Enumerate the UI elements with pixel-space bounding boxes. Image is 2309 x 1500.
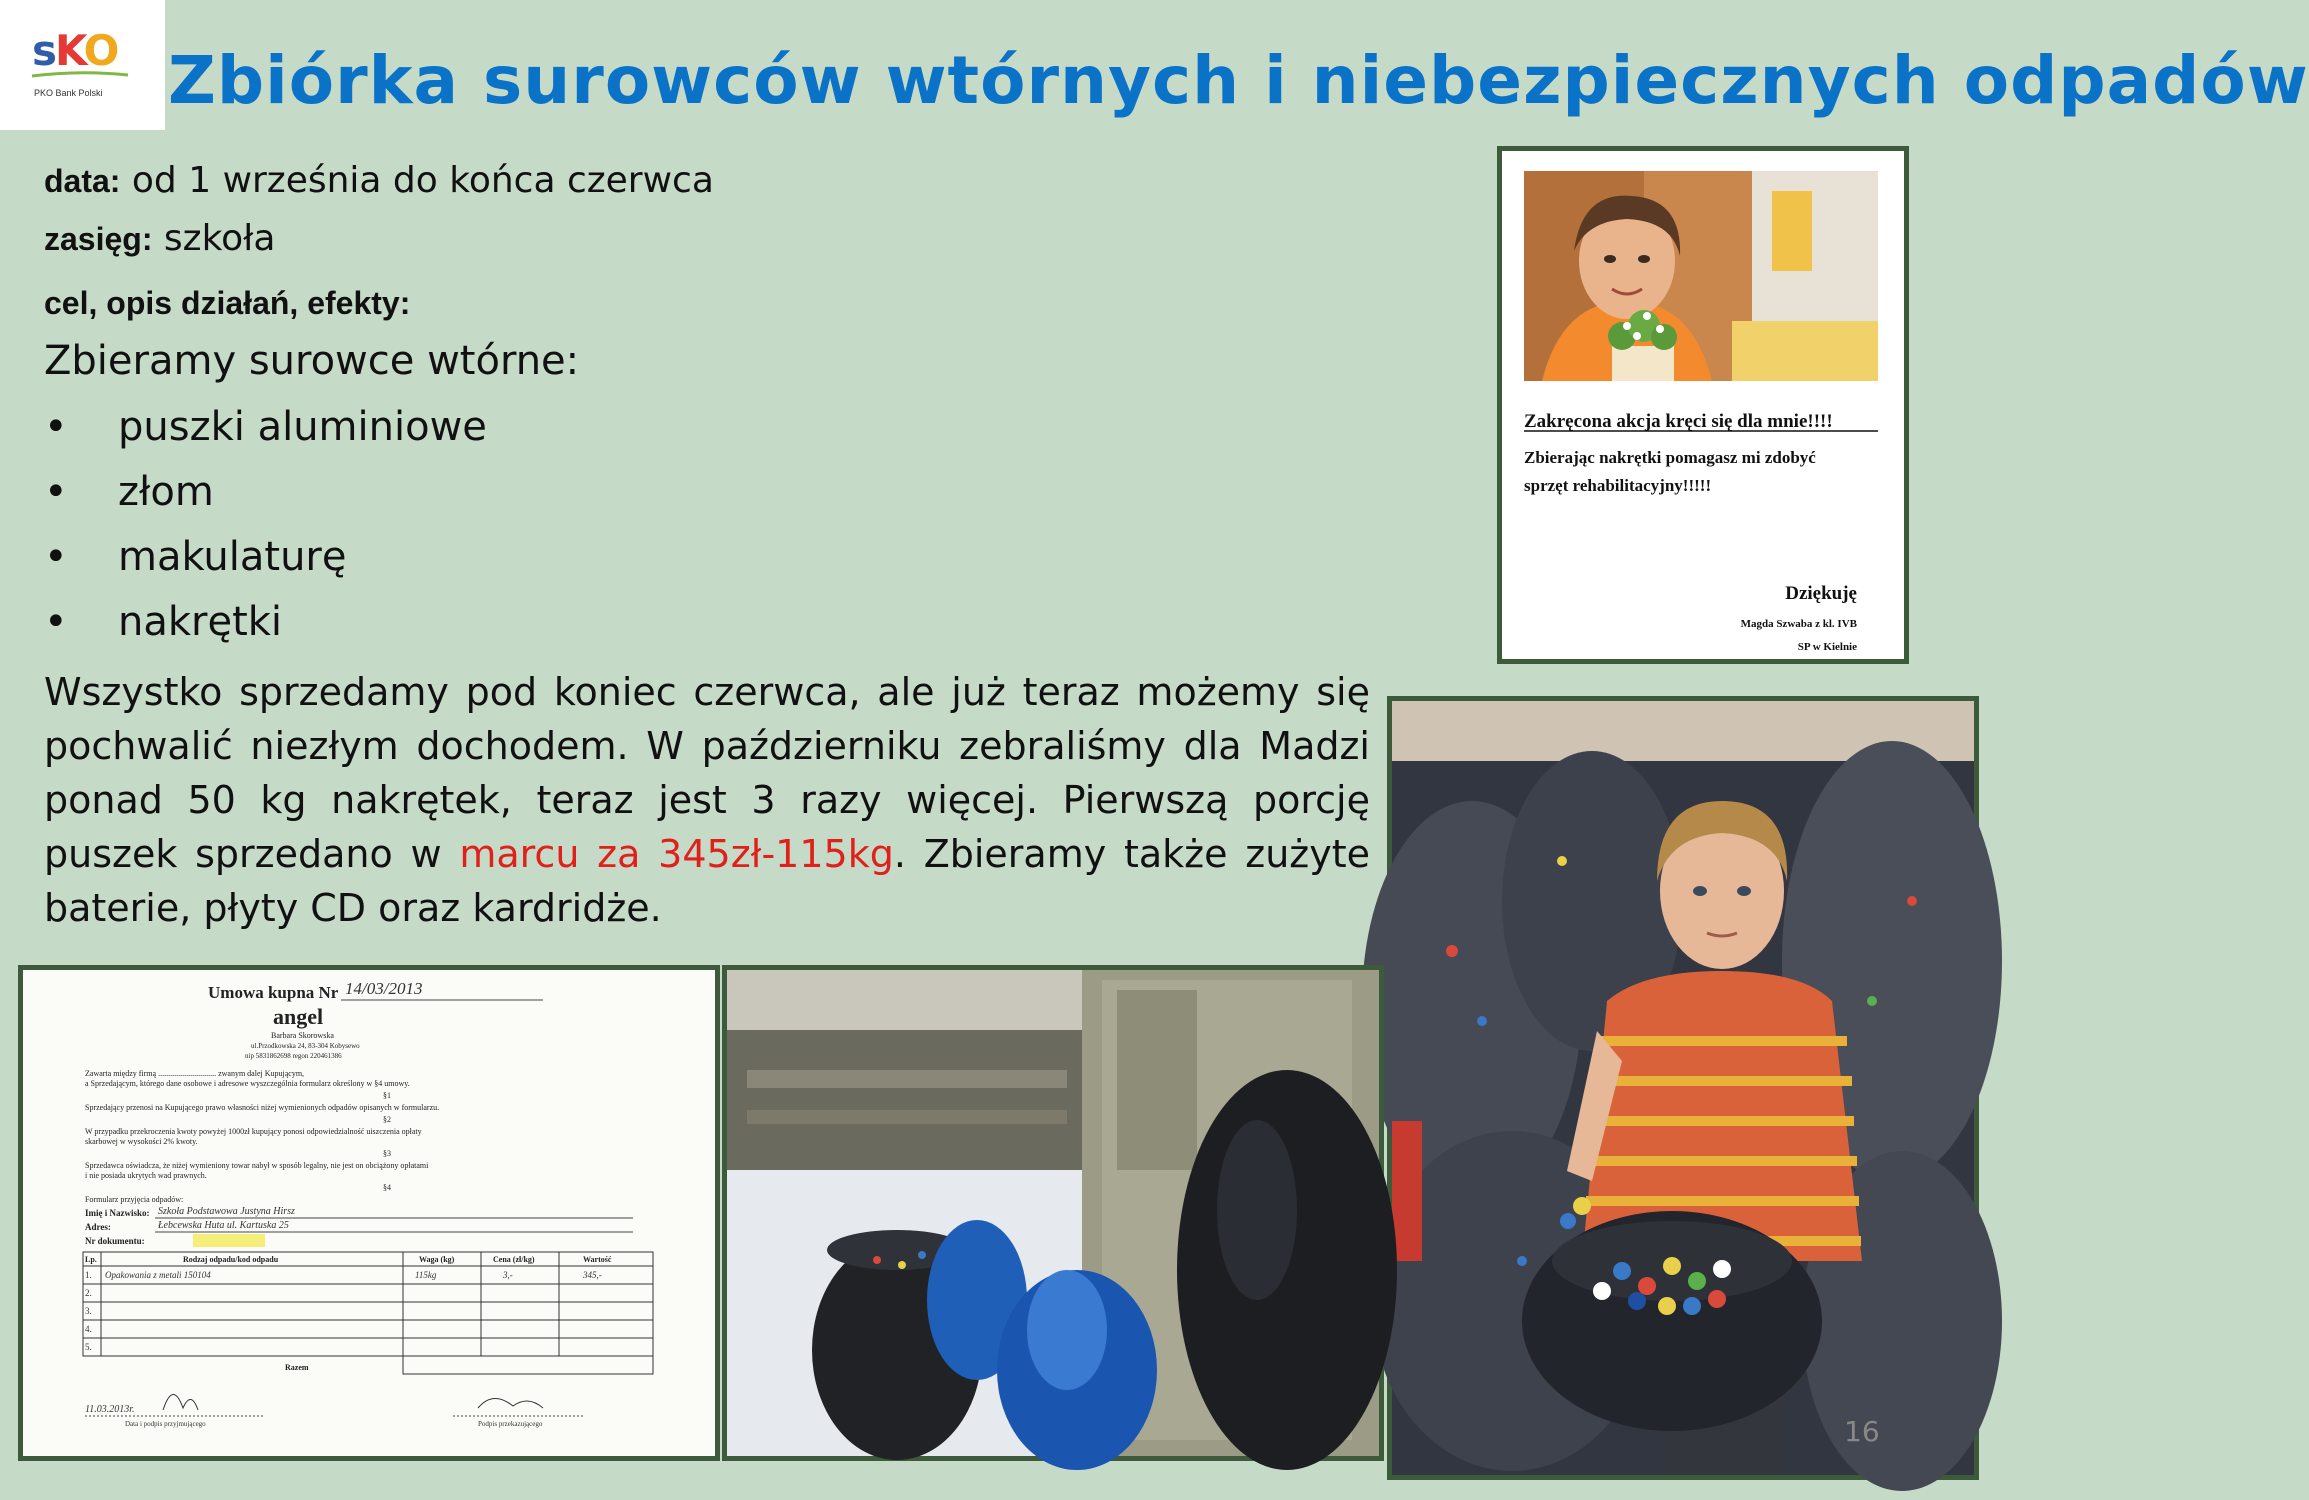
bags-illustration — [727, 970, 1379, 1456]
boy-illustration — [1392, 701, 1974, 1475]
boy-with-caps-photo — [1387, 696, 1979, 1480]
poster-line2: sprzęt rehabilitacyjny!!!!! — [1524, 476, 1712, 495]
svg-text:Adres:: Adres: — [85, 1222, 111, 1232]
info-date-label: data: — [44, 163, 121, 199]
svg-text:§1: §1 — [383, 1091, 391, 1100]
svg-text:3.: 3. — [85, 1306, 92, 1316]
bags-by-truck-photo — [722, 965, 1384, 1461]
svg-text:i nie posiada ukrytych wad pra: i nie posiada ukrytych wad prawnych. — [85, 1171, 207, 1180]
svg-text:Zawarta między firmą .........: Zawarta między firmą ............................. zwanym dalej Kupującym, — [85, 1069, 305, 1078]
svg-text:345,-: 345,- — [583, 1270, 602, 1280]
svg-text:4.: 4. — [85, 1324, 92, 1334]
svg-text:§2: §2 — [383, 1115, 391, 1124]
svg-text:Data i podpis przyjmującego: Data i podpis przyjmującego — [125, 1420, 206, 1428]
poster-illustration — [1502, 151, 1904, 659]
svg-text:14/03/2013: 14/03/2013 — [345, 979, 423, 998]
svg-text:Wartość: Wartość — [583, 1255, 612, 1264]
svg-text:W przypadku przekroczenia kwot: W przypadku przekroczenia kwoty powyżej 1000zł kupujący ponosi odpowiedzialność uiszczenia opłaty — [85, 1127, 422, 1136]
sales-highlight: marcu za 345zł-115kg — [459, 832, 894, 876]
poster-heading: Zakręcona akcja kręci się dla mnie!!!! — [1524, 411, 1833, 432]
svg-text:Umowa kupna Nr: Umowa kupna Nr — [208, 983, 339, 1002]
svg-text:nip 5831862698 regon 220461386: nip 5831862698 regon 220461386 — [245, 1052, 342, 1060]
svg-text:skarbowej w wysokości 2% kwoty: skarbowej w wysokości 2% kwoty. — [85, 1137, 198, 1146]
poster-school: SP w Kielnie — [1797, 641, 1857, 653]
svg-text:3,-: 3,- — [503, 1270, 513, 1280]
poster-signature: Magda Szwaba z kl. IVB — [1740, 618, 1857, 630]
svg-text:Lp.: Lp. — [85, 1255, 97, 1264]
info-scope-label: zasięg: — [44, 221, 153, 257]
svg-text:115kg: 115kg — [415, 1270, 437, 1280]
svg-text:Imię i Nazwisko:: Imię i Nazwisko: — [85, 1208, 150, 1218]
svg-text:1.: 1. — [85, 1270, 92, 1280]
svg-text:Łebcewska Huta ul. Kartuska 25: Łebcewska Huta ul. Kartuska 25 — [158, 1220, 289, 1231]
contract-scan — [23, 970, 715, 1456]
svg-text:Cena (zł/kg): Cena (zł/kg) — [493, 1255, 535, 1264]
info-scope-value: szkoła — [152, 218, 276, 259]
poster-thanks: Dziękuję — [1785, 583, 1857, 604]
svg-text:ul.Przodkowska 24, 83-304 Koby: ul.Przodkowska 24, 83-304 Kobysewo — [251, 1042, 360, 1050]
svg-text:2.: 2. — [85, 1288, 92, 1298]
summary-paragraph: Wszystko sprzedamy pod koniec czerwca, ale już teraz możemy się pochwalić niezłym dochodem. W październiku zebraliśmy dla Madzi ponad 50 kg nakrętek, teraz jest 3 razy więcej. Pierwszą porcję puszek sprzedano w marcu za 345zł-115kg. Zbieramy także zużyte baterie, płyty CD oraz kardridże. — [44, 670, 1370, 930]
svg-text:11.03.2013r.: 11.03.2013r. — [85, 1404, 135, 1415]
poster-line1: Zbierając nakrętki pomagasz mi zdobyć — [1524, 448, 1816, 467]
svg-text:a Sprzedającym, którego dane o: a Sprzedającym, którego dane osobowe i adresowe wyszczególnia formularz określony w §4 umowy. — [85, 1079, 410, 1088]
svg-text:Razem: Razem — [285, 1363, 309, 1372]
svg-text:Nr dokumentu:: Nr dokumentu: — [85, 1236, 145, 1246]
svg-text:§3: §3 — [383, 1149, 391, 1158]
page-number: 16 — [1844, 1415, 1880, 1448]
svg-text:5.: 5. — [85, 1342, 92, 1352]
svg-text:Waga (kg): Waga (kg) — [419, 1255, 455, 1264]
svg-text:angel: angel — [273, 1004, 324, 1029]
poster-photo — [1497, 146, 1909, 664]
info-scope — [44, 218, 275, 259]
info-goal-label: cel, opis działań, efekty: — [44, 285, 411, 321]
svg-text:Sprzedający przenosi na Kupują: Sprzedający przenosi na Kupującego prawo własności niżej wymienionych odpadów opisanych w formularzu. — [85, 1103, 440, 1112]
svg-text:Rodzaj odpadu/kod odpadu: Rodzaj odpadu/kod odpadu — [183, 1255, 279, 1264]
svg-text:Formularz przyjęcia odpadów:: Formularz przyjęcia odpadów: — [85, 1195, 184, 1204]
info-goal — [44, 282, 410, 323]
logo-bank-name: PKO Bank Polski — [34, 88, 103, 98]
info-date-value: od 1 września do końca czerwca — [120, 160, 714, 201]
logo-swoosh-icon — [30, 70, 130, 80]
svg-text:§4: §4 — [383, 1183, 391, 1192]
svg-text:Barbara Skorowska: Barbara Skorowska — [271, 1031, 334, 1040]
logo-mark: sKO — [32, 26, 118, 75]
contract-document-photo — [18, 965, 720, 1461]
info-date — [44, 160, 714, 201]
slide-title: Zbiórka surowców wtórnych i niebezpiecznych odpadów — [168, 42, 2309, 119]
svg-text:Podpis przekazującego: Podpis przekazującego — [478, 1420, 543, 1428]
svg-text:Opakowania z metali 150104: Opakowania z metali 150104 — [105, 1270, 211, 1280]
sko-logo — [0, 0, 165, 130]
svg-text:Szkoła Podstawowa Justyna Hi: Szkoła Podstawowa Justyna Hirsz — [158, 1206, 295, 1217]
svg-text:Sprzedawca oświadcza, że niżej: Sprzedawca oświadcza, że niżej wymieniony towar nabył w sposób legalny, nie jest on obciążony opłatami — [85, 1161, 429, 1170]
collect-heading: Zbieramy surowce wtórne: — [44, 338, 580, 384]
